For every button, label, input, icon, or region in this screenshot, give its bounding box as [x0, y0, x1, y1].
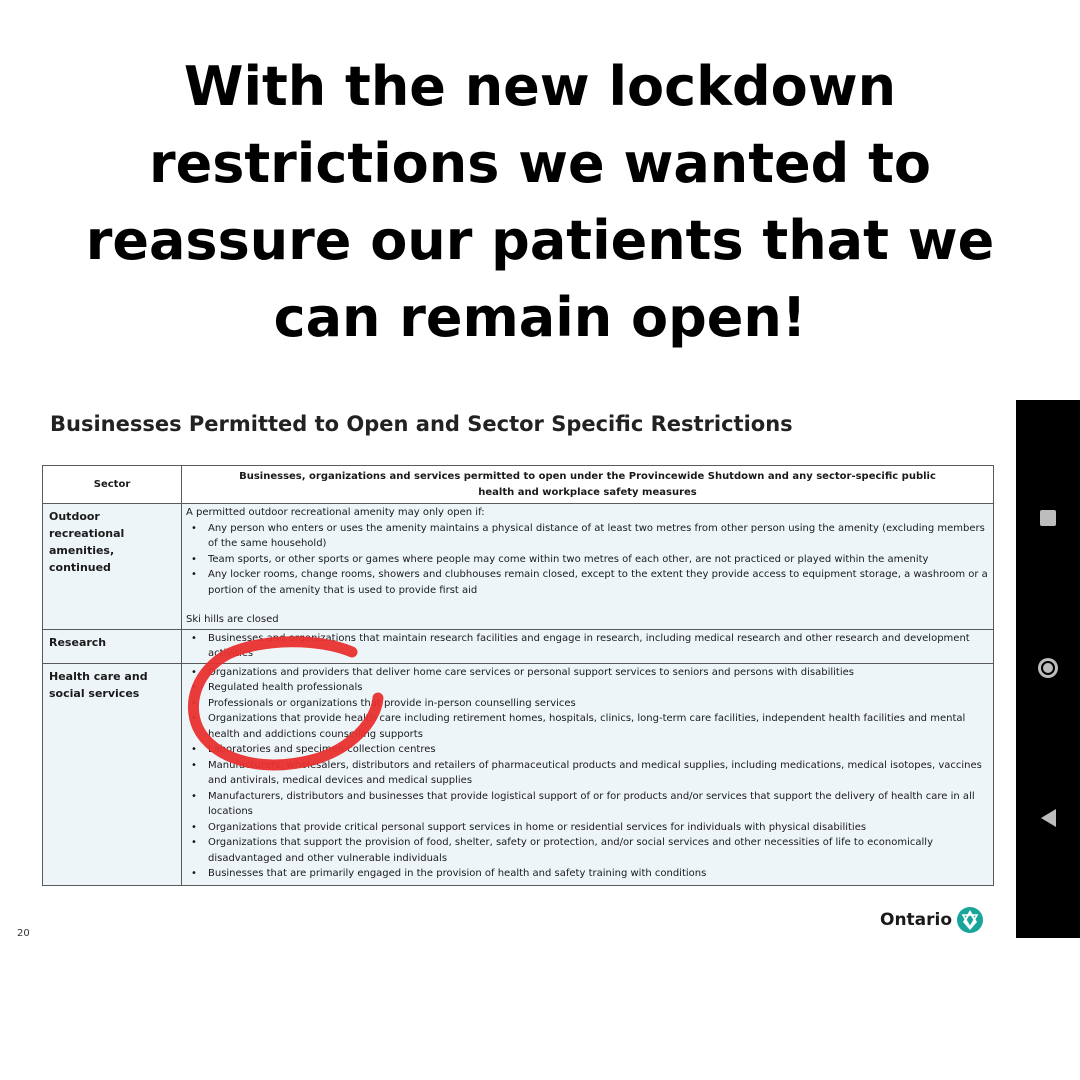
- details-cell: [182, 629, 994, 663]
- header-businesses: Businesses, organizations and services permitted to open under the Provincewide Shutdown and any sector-specific public health and workplace safety measures: [182, 466, 994, 504]
- slide-title: Businesses Permitted to Open and Sector Specific Restrictions: [50, 412, 793, 436]
- back-icon[interactable]: [1034, 804, 1062, 832]
- row-intro: A permitted outdoor recreational amenity may only open if:: [186, 507, 485, 518]
- trillium-icon: [956, 906, 984, 934]
- list-item: • Manufacturers, wholesalers, distributors and retailers of pharmaceutical products and medical supplies, including medications, medical isotopes, vaccines and antivirals, medical devices and medical supplies: [208, 758, 989, 789]
- sector-table: [42, 465, 994, 886]
- list-item: • Team sports, or other sports or games where people may come within two metres of each other, are not practiced or played within the amenity: [208, 552, 989, 568]
- table-row: [43, 629, 994, 663]
- row-outro: Ski hills are closed: [186, 614, 279, 625]
- list-item: • Professionals or organizations that provide in-person counselling services: [208, 696, 989, 712]
- list-item: • Businesses and organizations that maintain research facilities and engage in research, including medical research and other research and development activities: [208, 631, 989, 662]
- header-sector: Sector: [43, 466, 182, 504]
- list-item: • Organizations that support the provision of food, shelter, safety or protection, and/or social services and other necessities of life to economically disadvantaged and other vulnerable individuals: [208, 835, 989, 866]
- recents-icon[interactable]: [1034, 504, 1062, 532]
- sector-cell: Research: [43, 629, 182, 663]
- android-nav-bar: [1016, 400, 1080, 938]
- bullet-list: [186, 665, 989, 882]
- bullet-list: [186, 631, 989, 662]
- list-item: • Businesses that are primarily engaged in the provision of health and safety training with conditions: [208, 866, 989, 882]
- table-row: [43, 663, 994, 885]
- list-item: • Any locker rooms, change rooms, showers and clubhouses remain closed, except to the extent they provide access to equipment storage, a washroom or a portion of the amenity that is used to provide first aid: [208, 567, 989, 598]
- list-item: • Manufacturers, distributors and businesses that provide logistical support of or for products and/or services that support the delivery of health care in all locations: [208, 789, 989, 820]
- sector-cell: Health care and social services: [43, 663, 182, 885]
- slide: [0, 402, 1016, 938]
- details-cell: [182, 504, 994, 630]
- bullet-list: [186, 521, 989, 599]
- list-item: • Organizations that provide critical personal support services in home or residential services for individuals with physical disabilities: [208, 820, 989, 836]
- headline: With the new lockdown restrictions we wanted to reassure our patients that we can remain open!: [85, 55, 995, 349]
- table-row: [43, 504, 994, 630]
- list-item: • Organizations that provide health care including retirement homes, hospitals, clinics, long-term care facilities, independent health facilities and mental health and addictions counselling supports: [208, 711, 989, 742]
- details-cell: [182, 663, 994, 885]
- list-item: • Laboratories and specimen collection centres: [208, 742, 989, 758]
- slide-number: 20: [17, 928, 30, 939]
- ontario-logo: [880, 906, 984, 934]
- home-icon[interactable]: [1034, 654, 1062, 682]
- list-item: • Regulated health professionals: [208, 680, 989, 696]
- table-header-row: [43, 466, 994, 504]
- sector-cell: Outdoor recreational amenities, continued: [43, 504, 182, 630]
- list-item: • Organizations and providers that deliver home care services or personal support services to seniors and persons with disabilities: [208, 665, 989, 681]
- ontario-wordmark: Ontario: [880, 910, 953, 930]
- list-item: • Any person who enters or uses the amenity maintains a physical distance of at least two metres from other person using the amenity (excluding members of the same household): [208, 521, 989, 552]
